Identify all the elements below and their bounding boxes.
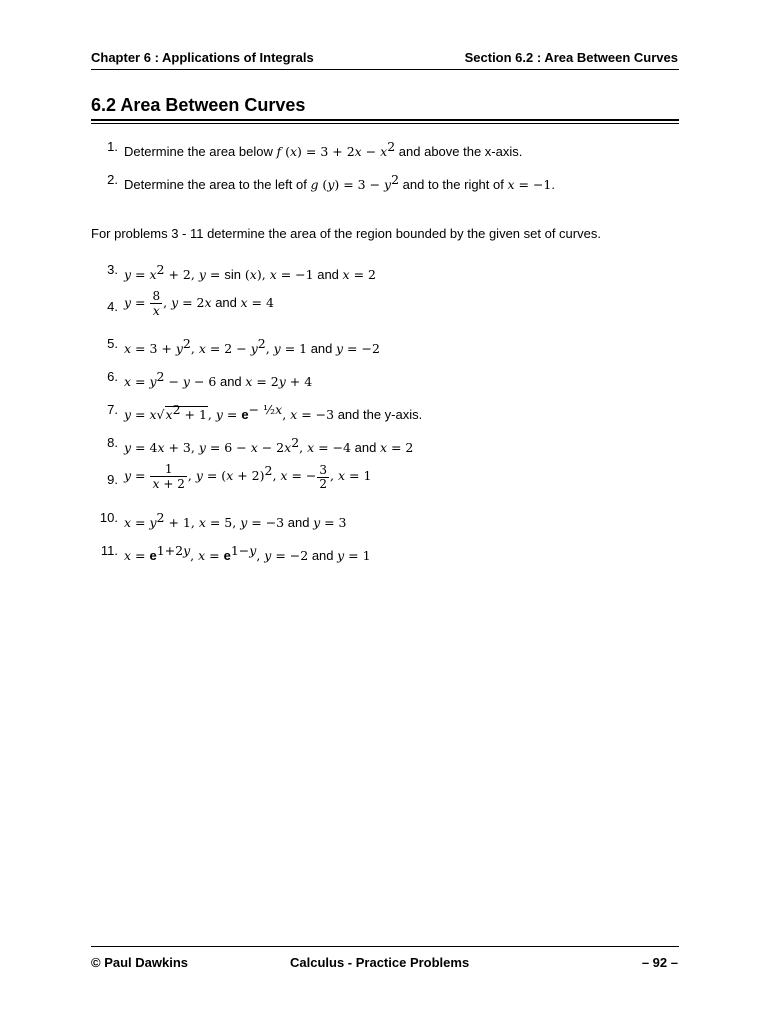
problem-text: y = $\frac{8}{x}$ , y = 2x and x = 4 bbox=[124, 289, 274, 318]
page-number: – 92 – bbox=[641, 955, 678, 970]
problem-4 bbox=[107, 289, 274, 318]
page-title: 6.2 Area Between Curves bbox=[91, 95, 306, 115]
problem-11 bbox=[100, 543, 371, 563]
problem-number: 7. bbox=[107, 402, 118, 417]
problem-2 bbox=[107, 172, 556, 192]
problem-text: Determine the area below f $(x) = 3 + 2x - x^2$ and above the x-axis. bbox=[124, 139, 523, 159]
problem-text: $x = y^2 - y - 6$ and x = 2y + 4 bbox=[124, 369, 313, 389]
problem-text: $x = y^2 + 1$, x = 5, y = −3 and y = 3 bbox=[124, 510, 347, 530]
problem-number: 1. bbox=[107, 139, 118, 154]
header-rule bbox=[91, 69, 679, 70]
problem-number: 9. bbox=[107, 472, 118, 487]
problem-number: 5. bbox=[107, 336, 118, 351]
problem-10 bbox=[99, 510, 347, 530]
problem-number: 3. bbox=[107, 262, 118, 277]
problem-text: $y = x^2 + 2$, y = sin (x), x = −1 and x = 2 bbox=[124, 262, 376, 282]
problem-text: y = $\frac{1}{x + 2}$ , $y = (x + 2)^2$, x = − $\frac{3}{2}$ , x = 1 bbox=[124, 462, 372, 491]
footer-book-title: Calculus - Practice Problems bbox=[290, 955, 470, 970]
problem-number: 10. bbox=[99, 510, 118, 525]
problem-text: $x = 3 + y^2$, $x = 2 - y^2$, y = 1 and y = −2 bbox=[124, 336, 380, 356]
problem-6 bbox=[107, 369, 313, 389]
problem-9 bbox=[107, 462, 372, 491]
header-chapter: Chapter 6 : Applications of Integrals bbox=[91, 50, 314, 65]
problem-8 bbox=[107, 435, 414, 455]
problem-text: y = 4x + 3, $y = 6 - x - 2x^2$, x = −4 and x = 2 bbox=[124, 435, 414, 455]
problem-text: Determine the area to the left of g $(y) = 3 - y^2$ and to the right of x = −1. bbox=[124, 172, 556, 192]
title-rule-thin bbox=[91, 123, 679, 124]
problem-number: 8. bbox=[107, 435, 118, 450]
instructions-text: For problems 3 - 11 determine the area of the region bounded by the given set of curves. bbox=[91, 226, 601, 241]
problem-text: $y = x√x^2 + 1$, $y = e^{- \frac{1}{2}x}$, x = −3 and the y-axis. bbox=[124, 402, 423, 422]
problem-7 bbox=[107, 402, 423, 422]
problem-number: 2. bbox=[107, 172, 118, 187]
footer-rule bbox=[91, 946, 679, 947]
problem-number: 6. bbox=[107, 369, 118, 384]
problem-1 bbox=[107, 139, 523, 159]
problem-number: 4. bbox=[107, 299, 118, 314]
problem-5 bbox=[107, 336, 380, 356]
footer-copyright: © Paul Dawkins bbox=[91, 955, 188, 970]
problem-3 bbox=[107, 262, 376, 282]
header-section: Section 6.2 : Area Between Curves bbox=[464, 50, 678, 65]
problem-number: 11. bbox=[100, 543, 118, 558]
problem-text: $x = e^{1+2y}$, $x = e^{1-y}$, y = −2 and y = 1 bbox=[124, 543, 371, 563]
title-rule-thick bbox=[91, 119, 679, 121]
